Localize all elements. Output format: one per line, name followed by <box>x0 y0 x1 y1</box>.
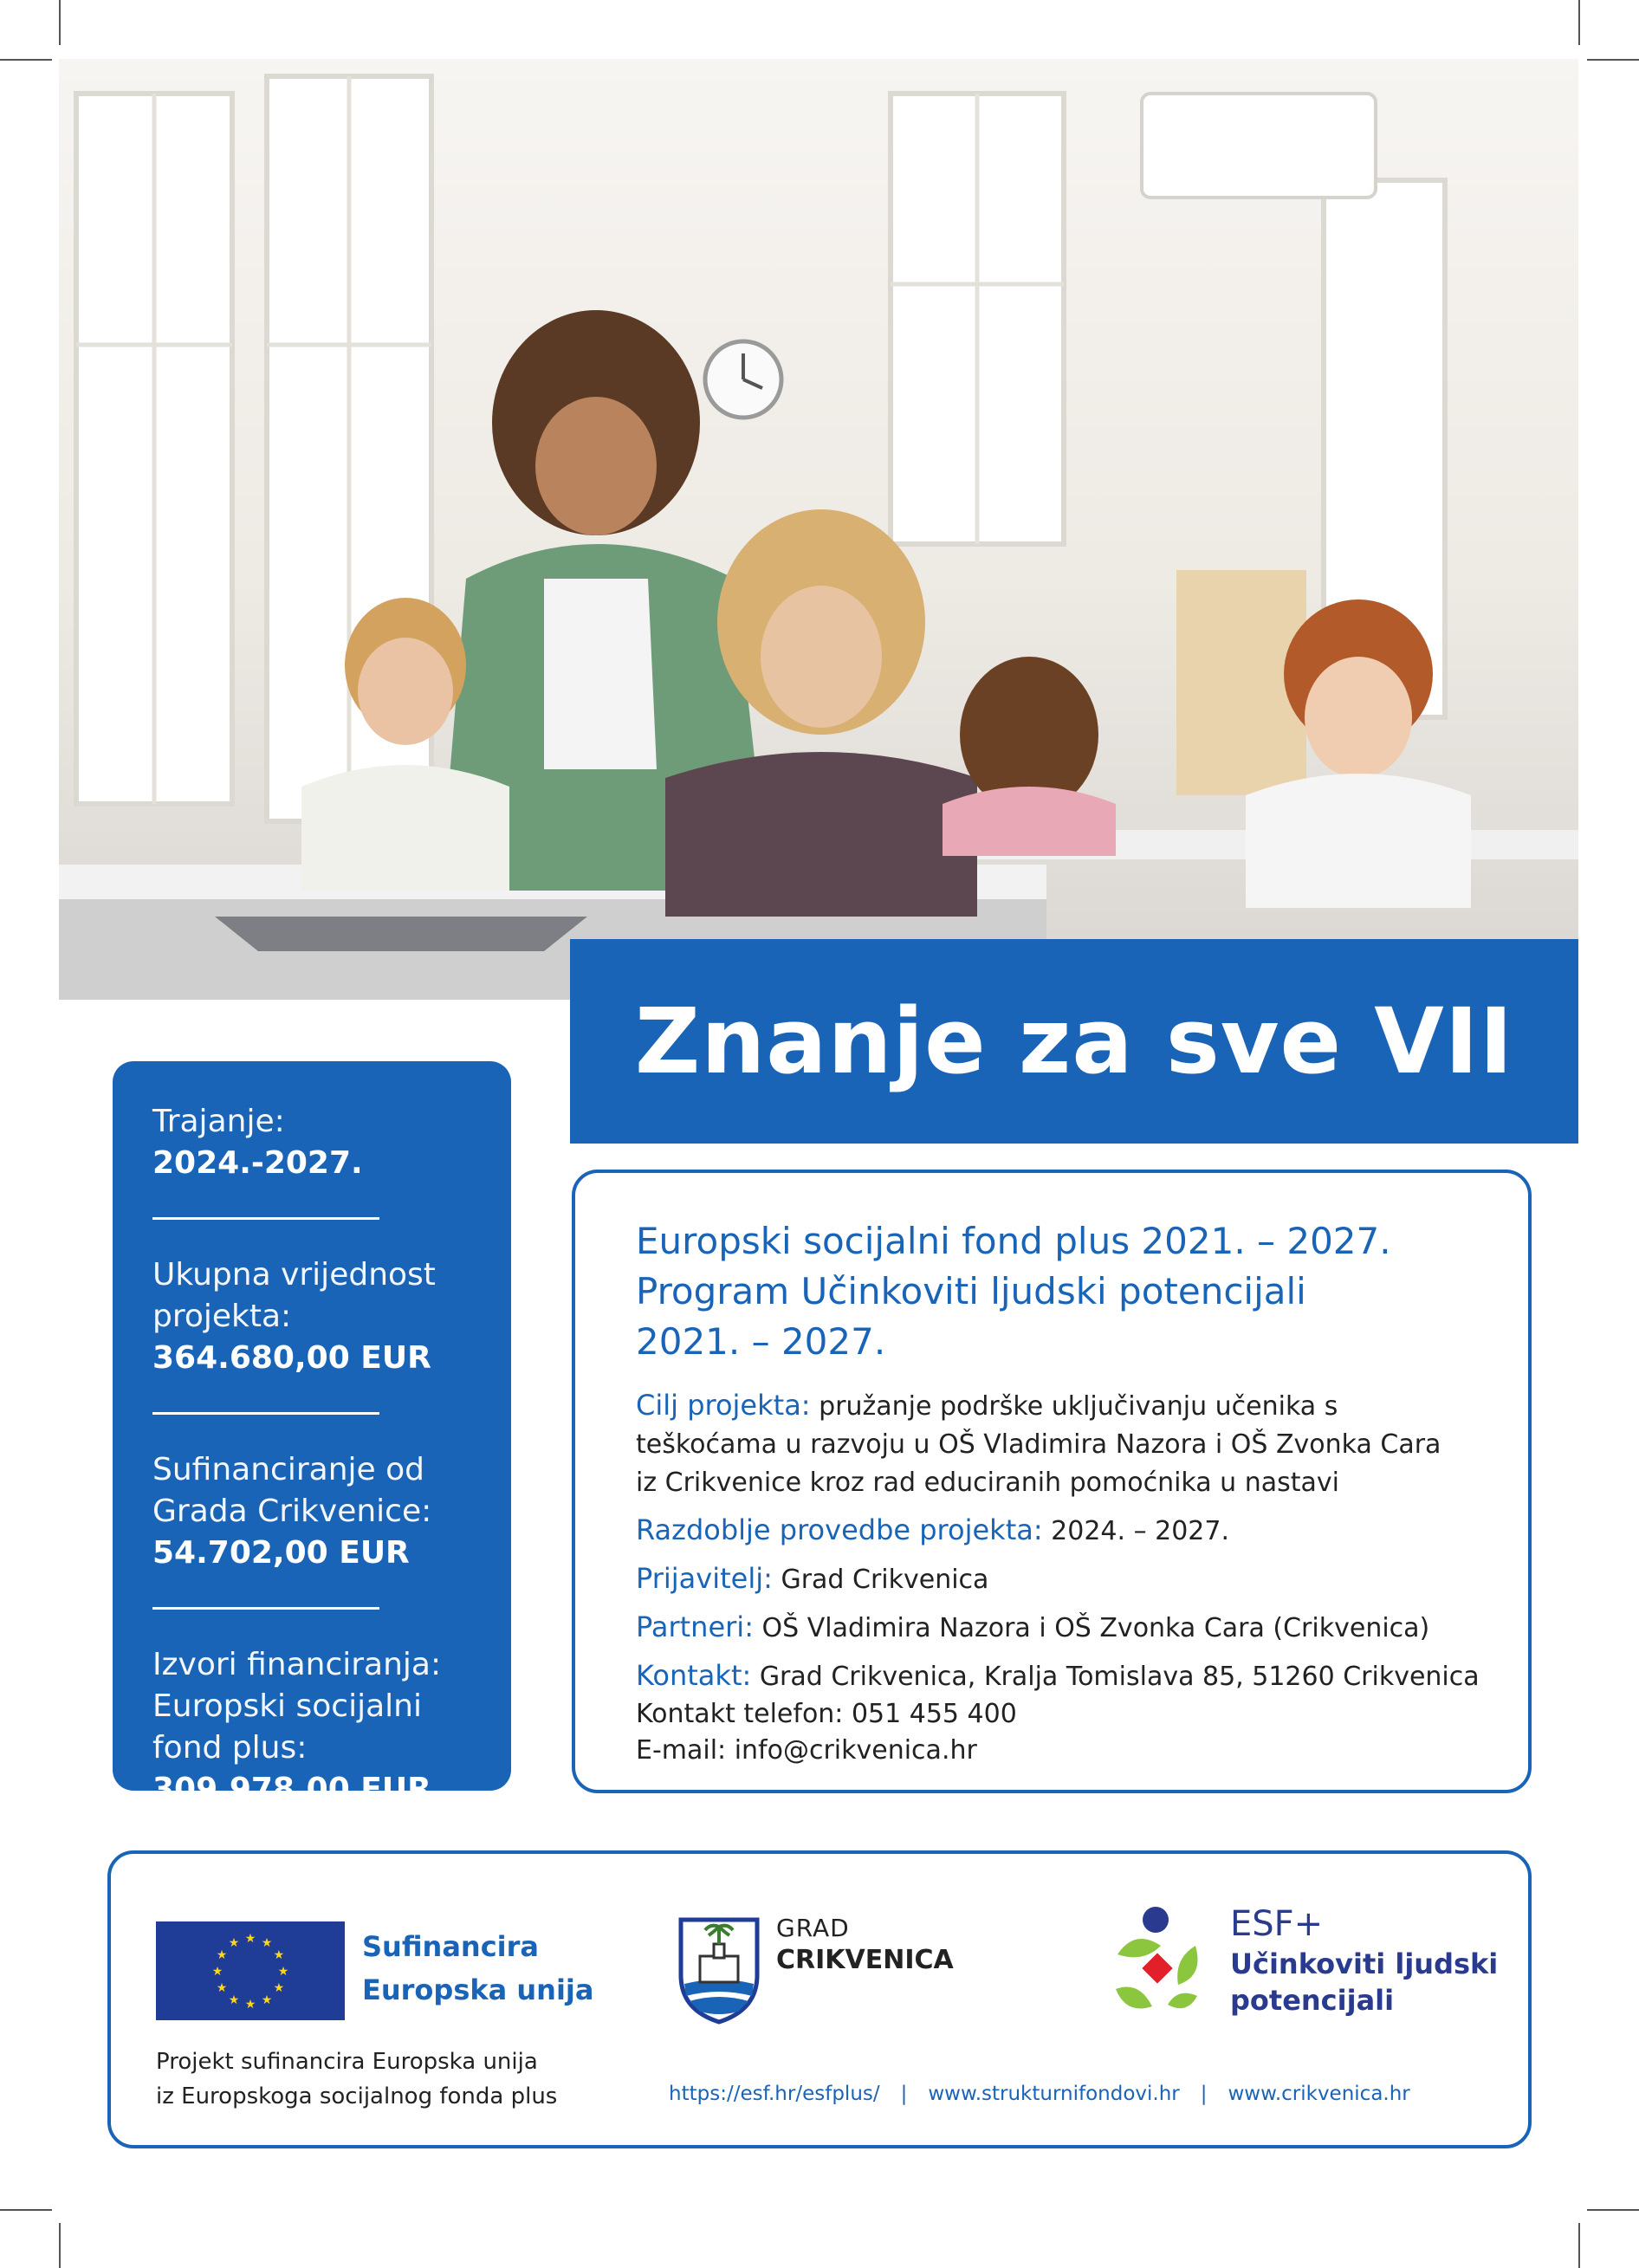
applicant-value: Grad Crikvenica <box>781 1565 989 1595</box>
crop-mark <box>1587 59 1639 61</box>
eu-star-icon: ★ <box>273 1981 285 1995</box>
footer-links <box>669 2083 1500 2105</box>
total-value: 364.680,00 EUR <box>152 1340 431 1376</box>
crikvenica-crest-icon <box>676 1915 762 2029</box>
eu-star-icon: ★ <box>228 1936 240 1951</box>
crop-mark <box>0 2209 52 2211</box>
eu-star-icon: ★ <box>216 1948 228 1962</box>
program-heading-line: 2021. – 2027. <box>636 1320 886 1363</box>
eu-star-icon: ★ <box>277 1965 289 1979</box>
contact-phone: Kontakt telefon: 051 455 400 <box>636 1699 1017 1729</box>
total-value-label: projekta: <box>152 1299 292 1334</box>
cofinancing-value: 54.702,00 EUR <box>152 1535 410 1571</box>
goal-text: pružanje podrške uključivanju učenika s <box>819 1391 1338 1422</box>
classroom-illustration <box>59 59 1578 1000</box>
eu-star-icon: ★ <box>244 1932 256 1946</box>
goal-text: iz Crikvenice kroz rad educiranih pomoćnika u nastavi <box>636 1468 1339 1498</box>
project-description-box <box>572 1170 1532 1793</box>
eu-flag-icon <box>156 1921 345 2020</box>
project-partners <box>636 1608 1493 1648</box>
crop-mark <box>1578 0 1580 45</box>
goal-text: teškoćama u razvoju u OŠ Vladimira Nazora i OŠ Zvonka Cara <box>636 1429 1441 1460</box>
link-strukturnifondovi[interactable]: www.strukturnifondovi.hr <box>928 2083 1180 2105</box>
contact-key: Kontakt: <box>636 1659 752 1692</box>
duration-value: 2024.-2027. <box>152 1145 363 1181</box>
divider <box>152 1412 379 1415</box>
contact-email: E-mail: info@crikvenica.hr <box>636 1735 977 1766</box>
eu-star-icon: ★ <box>273 1948 285 1962</box>
eu-star-icon: ★ <box>244 1998 256 2012</box>
program-heading <box>636 1216 1493 1367</box>
partners-value: OŠ Vladimira Nazora i OŠ Zvonka Cara (Crikvenica) <box>761 1613 1430 1643</box>
project-applicant <box>636 1559 1493 1599</box>
footer-logos-box <box>107 1850 1532 2148</box>
program-heading-line: Europski socijalni fond plus 2021. – 2027. <box>636 1220 1391 1262</box>
eu-note-line: iz Europskoga socijalnog fonda plus <box>156 2083 558 2109</box>
eu-funding-note <box>156 2044 557 2114</box>
funding-sources-label: Izvori financiranja: <box>152 1647 442 1682</box>
eu-stars <box>156 1921 345 2020</box>
eu-star-icon: ★ <box>216 1981 228 1995</box>
title-band <box>570 939 1578 1144</box>
eu-note-line: Projekt sufinancira Europska unija <box>156 2049 538 2075</box>
funding-sources-value: 309.978,00 EUR <box>152 1772 431 1807</box>
contact-value: Grad Crikvenica, Kralja Tomislava 85, 51260 Crikvenica <box>759 1662 1480 1692</box>
funding-sources-label: Europski socijalni <box>152 1688 422 1724</box>
eu-label-line: Europska unija <box>362 1973 594 2006</box>
applicant-key: Prijavitelj: <box>636 1562 773 1595</box>
link-separator: | <box>900 2083 908 2105</box>
crikvenica-wordmark <box>776 1913 954 1977</box>
crop-mark <box>1578 2223 1580 2268</box>
link-crikvenica[interactable]: www.crikvenica.hr <box>1228 2083 1410 2105</box>
funding-sources-label: fond plus: <box>152 1730 308 1766</box>
grad-line: CRIKVENICA <box>776 1945 954 1975</box>
page-title: Znanje za sve VII <box>634 988 1514 1094</box>
partners-key: Partneri: <box>636 1610 754 1643</box>
crop-mark <box>0 59 52 61</box>
divider <box>152 1217 379 1220</box>
eu-star-icon: ★ <box>261 1993 273 2007</box>
cofinancing-label: Sufinanciranje od <box>152 1452 424 1487</box>
goal-key: Cilj projekta: <box>636 1389 811 1422</box>
eu-star-icon: ★ <box>211 1965 224 1979</box>
cofinancing-label: Grada Crikvenice: <box>152 1494 432 1529</box>
crop-mark <box>59 2223 61 2268</box>
period-key: Razdoblje provedbe projekta: <box>636 1513 1043 1546</box>
eu-label-line: Sufinancira <box>362 1930 540 1963</box>
esf-line: ESF+ <box>1230 1904 1324 1944</box>
esf-wordmark <box>1230 1902 1498 2019</box>
esf-line: Učinkoviti ljudski <box>1230 1947 1499 1980</box>
duration-label: Trajanje: <box>152 1104 285 1139</box>
eu-cofinanced-label <box>362 1925 593 2012</box>
link-esf[interactable]: https://esf.hr/esfplus/ <box>669 2083 880 2105</box>
project-period <box>636 1511 1493 1551</box>
crop-mark <box>1587 2209 1639 2211</box>
esf-plus-logo-icon <box>1100 1902 1213 2027</box>
crop-mark <box>59 0 61 45</box>
eu-star-icon: ★ <box>261 1936 273 1951</box>
link-separator: | <box>1200 2083 1208 2105</box>
project-facts-panel <box>113 1061 511 1807</box>
eu-star-icon: ★ <box>228 1993 240 2007</box>
program-heading-line: Program Učinkoviti ljudski potencijali <box>636 1270 1306 1312</box>
project-goal <box>636 1386 1493 1502</box>
period-value: 2024. – 2027. <box>1051 1516 1230 1546</box>
divider <box>152 1607 379 1610</box>
hero-photo <box>59 59 1578 1000</box>
esf-line: potencijali <box>1230 1984 1395 2017</box>
grad-line: GRAD <box>776 1914 850 1942</box>
total-value-label: Ukupna vrijednost <box>152 1257 436 1293</box>
project-contact <box>636 1656 1493 1696</box>
